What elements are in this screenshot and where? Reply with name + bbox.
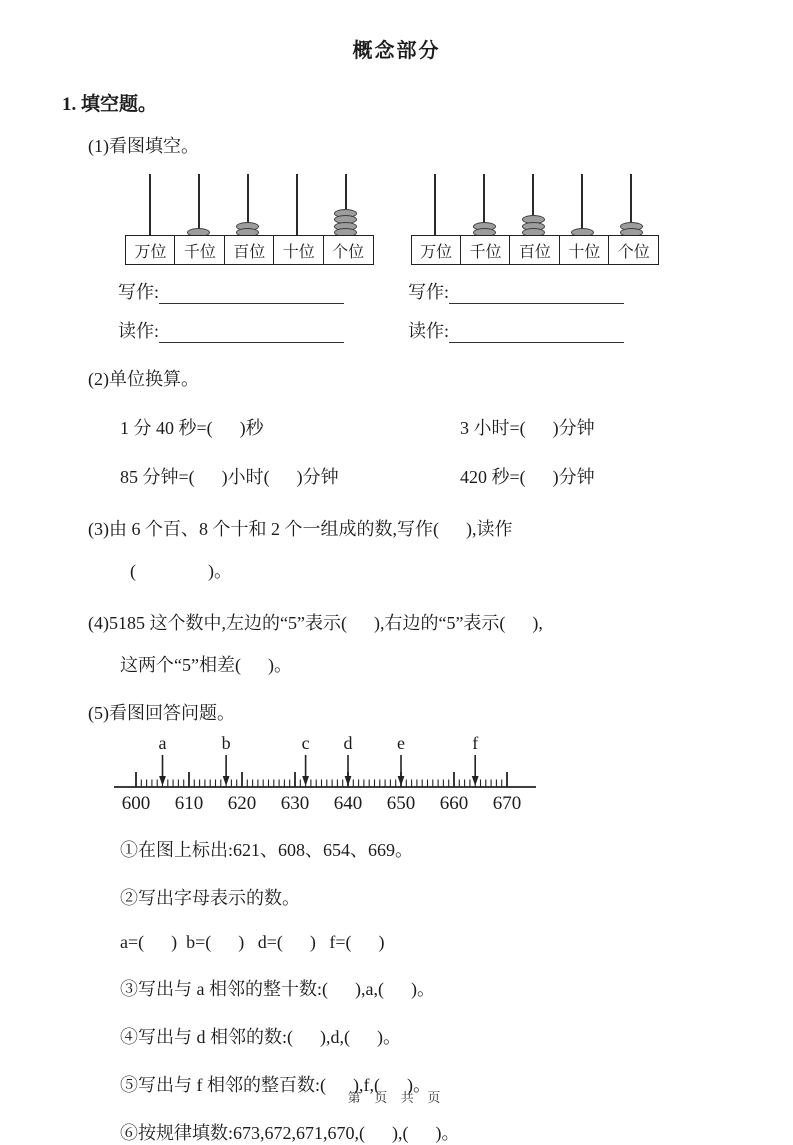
place-value-label: 千位 — [460, 235, 511, 265]
write-label: 写作: — [118, 282, 160, 302]
subquestion-2: ②写出字母表示的数。 — [120, 888, 300, 908]
place-value-label: 十位 — [273, 235, 324, 265]
number-line-diagram — [112, 735, 544, 817]
subquestion-3: ③写出与 a 相邻的整十数:( ),a,( )。 — [120, 979, 435, 999]
answer-blank — [449, 282, 624, 304]
letter-values-line: a=( ) b=( ) d=( ) f=( ) — [120, 932, 385, 952]
abacus-column — [125, 172, 174, 235]
point-letter: f — [472, 733, 479, 753]
part3-line2: ( )。 — [130, 561, 232, 581]
point-arrow-head — [302, 776, 309, 786]
tick-label: 640 — [333, 793, 363, 814]
point-letter: d — [343, 733, 353, 753]
write-read-section — [118, 278, 793, 343]
answer-blank — [159, 282, 344, 304]
conversion-item: 85 分钟=( )小时( )分钟 — [120, 467, 339, 487]
abacus-column — [321, 172, 370, 235]
read-label: 读作: — [408, 321, 450, 341]
part4-line2: 这两个“5”相差( )。 — [120, 655, 292, 675]
point-arrow-head — [159, 776, 166, 786]
abacus-right-diagram — [411, 172, 660, 265]
conversion-row — [120, 414, 793, 440]
abacus-rod — [434, 174, 436, 236]
place-value-label: 百位 — [224, 235, 275, 265]
read-item-left — [118, 317, 408, 343]
subquestion-1: ①在图上标出:621、608、654、669。 — [120, 840, 413, 860]
place-value-label: 个位 — [608, 235, 659, 265]
abacus-column — [558, 172, 607, 235]
answer-blank — [159, 321, 344, 343]
write-label: 写作: — [408, 282, 450, 302]
read-item-right — [408, 317, 624, 343]
part3-line1: (3)由 6 个百、8 个十和 2 个一组成的数,写作( ),读作 — [88, 519, 513, 539]
part5-label: (5)看图回答问题。 — [88, 703, 235, 723]
tick-label: 630 — [280, 793, 310, 814]
page-title: 概念部分 — [352, 40, 441, 62]
conversion-row — [120, 463, 793, 489]
place-value-label: 百位 — [509, 235, 560, 265]
number-line-section — [112, 735, 793, 822]
page-footer: 第 页 共 页 — [347, 1090, 446, 1105]
subquestion-6: ⑥按规律填数:673,672,671,670,( ),( )。 — [120, 1123, 460, 1143]
point-letter: e — [397, 733, 405, 753]
tick-label: 610 — [174, 793, 204, 814]
abacus-section — [125, 172, 793, 265]
subquestion-5: ⑤写出与 f 相邻的整百数:( ),f,( )。 — [120, 1075, 431, 1095]
abacus-column — [223, 172, 272, 235]
point-arrow-head — [472, 776, 479, 786]
place-value-label: 十位 — [559, 235, 610, 265]
write-item-right — [408, 278, 624, 304]
tick-label: 670 — [492, 793, 522, 814]
read-label: 读作: — [118, 321, 160, 341]
point-letter: a — [158, 733, 167, 753]
tick-label: 650 — [386, 793, 416, 814]
subquestion-4: ④写出与 d 相邻的数:( ),d,( )。 — [120, 1027, 401, 1047]
write-item-left — [118, 278, 408, 304]
abacus-column — [460, 172, 509, 235]
point-arrow-head — [345, 776, 352, 786]
place-value-label: 千位 — [174, 235, 225, 265]
abacus-column — [607, 172, 656, 235]
part4-line1: (4)5185 这个数中,左边的“5”表示( ),右边的“5”表示( ), — [88, 613, 543, 633]
question-1-heading: 1. 填空题。 — [62, 94, 158, 115]
part2-label: (2)单位换算。 — [88, 369, 199, 389]
tick-label: 620 — [227, 793, 257, 814]
abacus-rod — [149, 174, 151, 236]
place-value-label: 万位 — [411, 235, 462, 265]
place-value-label: 万位 — [125, 235, 176, 265]
place-value-label: 个位 — [323, 235, 374, 265]
abacus-column — [272, 172, 321, 235]
tick-label: 660 — [439, 793, 469, 814]
conversion-item: 1 分 40 秒=( )秒 — [120, 418, 264, 438]
tick-label: 600 — [121, 793, 151, 814]
abacus-rod — [198, 174, 200, 236]
answer-blank — [449, 321, 624, 343]
abacus-rod — [296, 174, 298, 236]
read-row — [118, 317, 793, 343]
conversion-item: 3 小时=( )分钟 — [460, 418, 595, 438]
point-letter: b — [221, 733, 231, 753]
point-arrow-head — [398, 776, 405, 786]
part1-label: (1)看图填空。 — [88, 136, 199, 156]
point-letter: c — [301, 733, 310, 753]
abacus-rod — [581, 174, 583, 236]
write-row — [118, 278, 793, 304]
abacus-column — [411, 172, 460, 235]
conversion-item: 420 秒=( )分钟 — [460, 467, 595, 487]
abacus-column — [174, 172, 223, 235]
abacus-left-diagram — [125, 172, 374, 265]
point-arrow-head — [223, 776, 230, 786]
abacus-column — [509, 172, 558, 235]
